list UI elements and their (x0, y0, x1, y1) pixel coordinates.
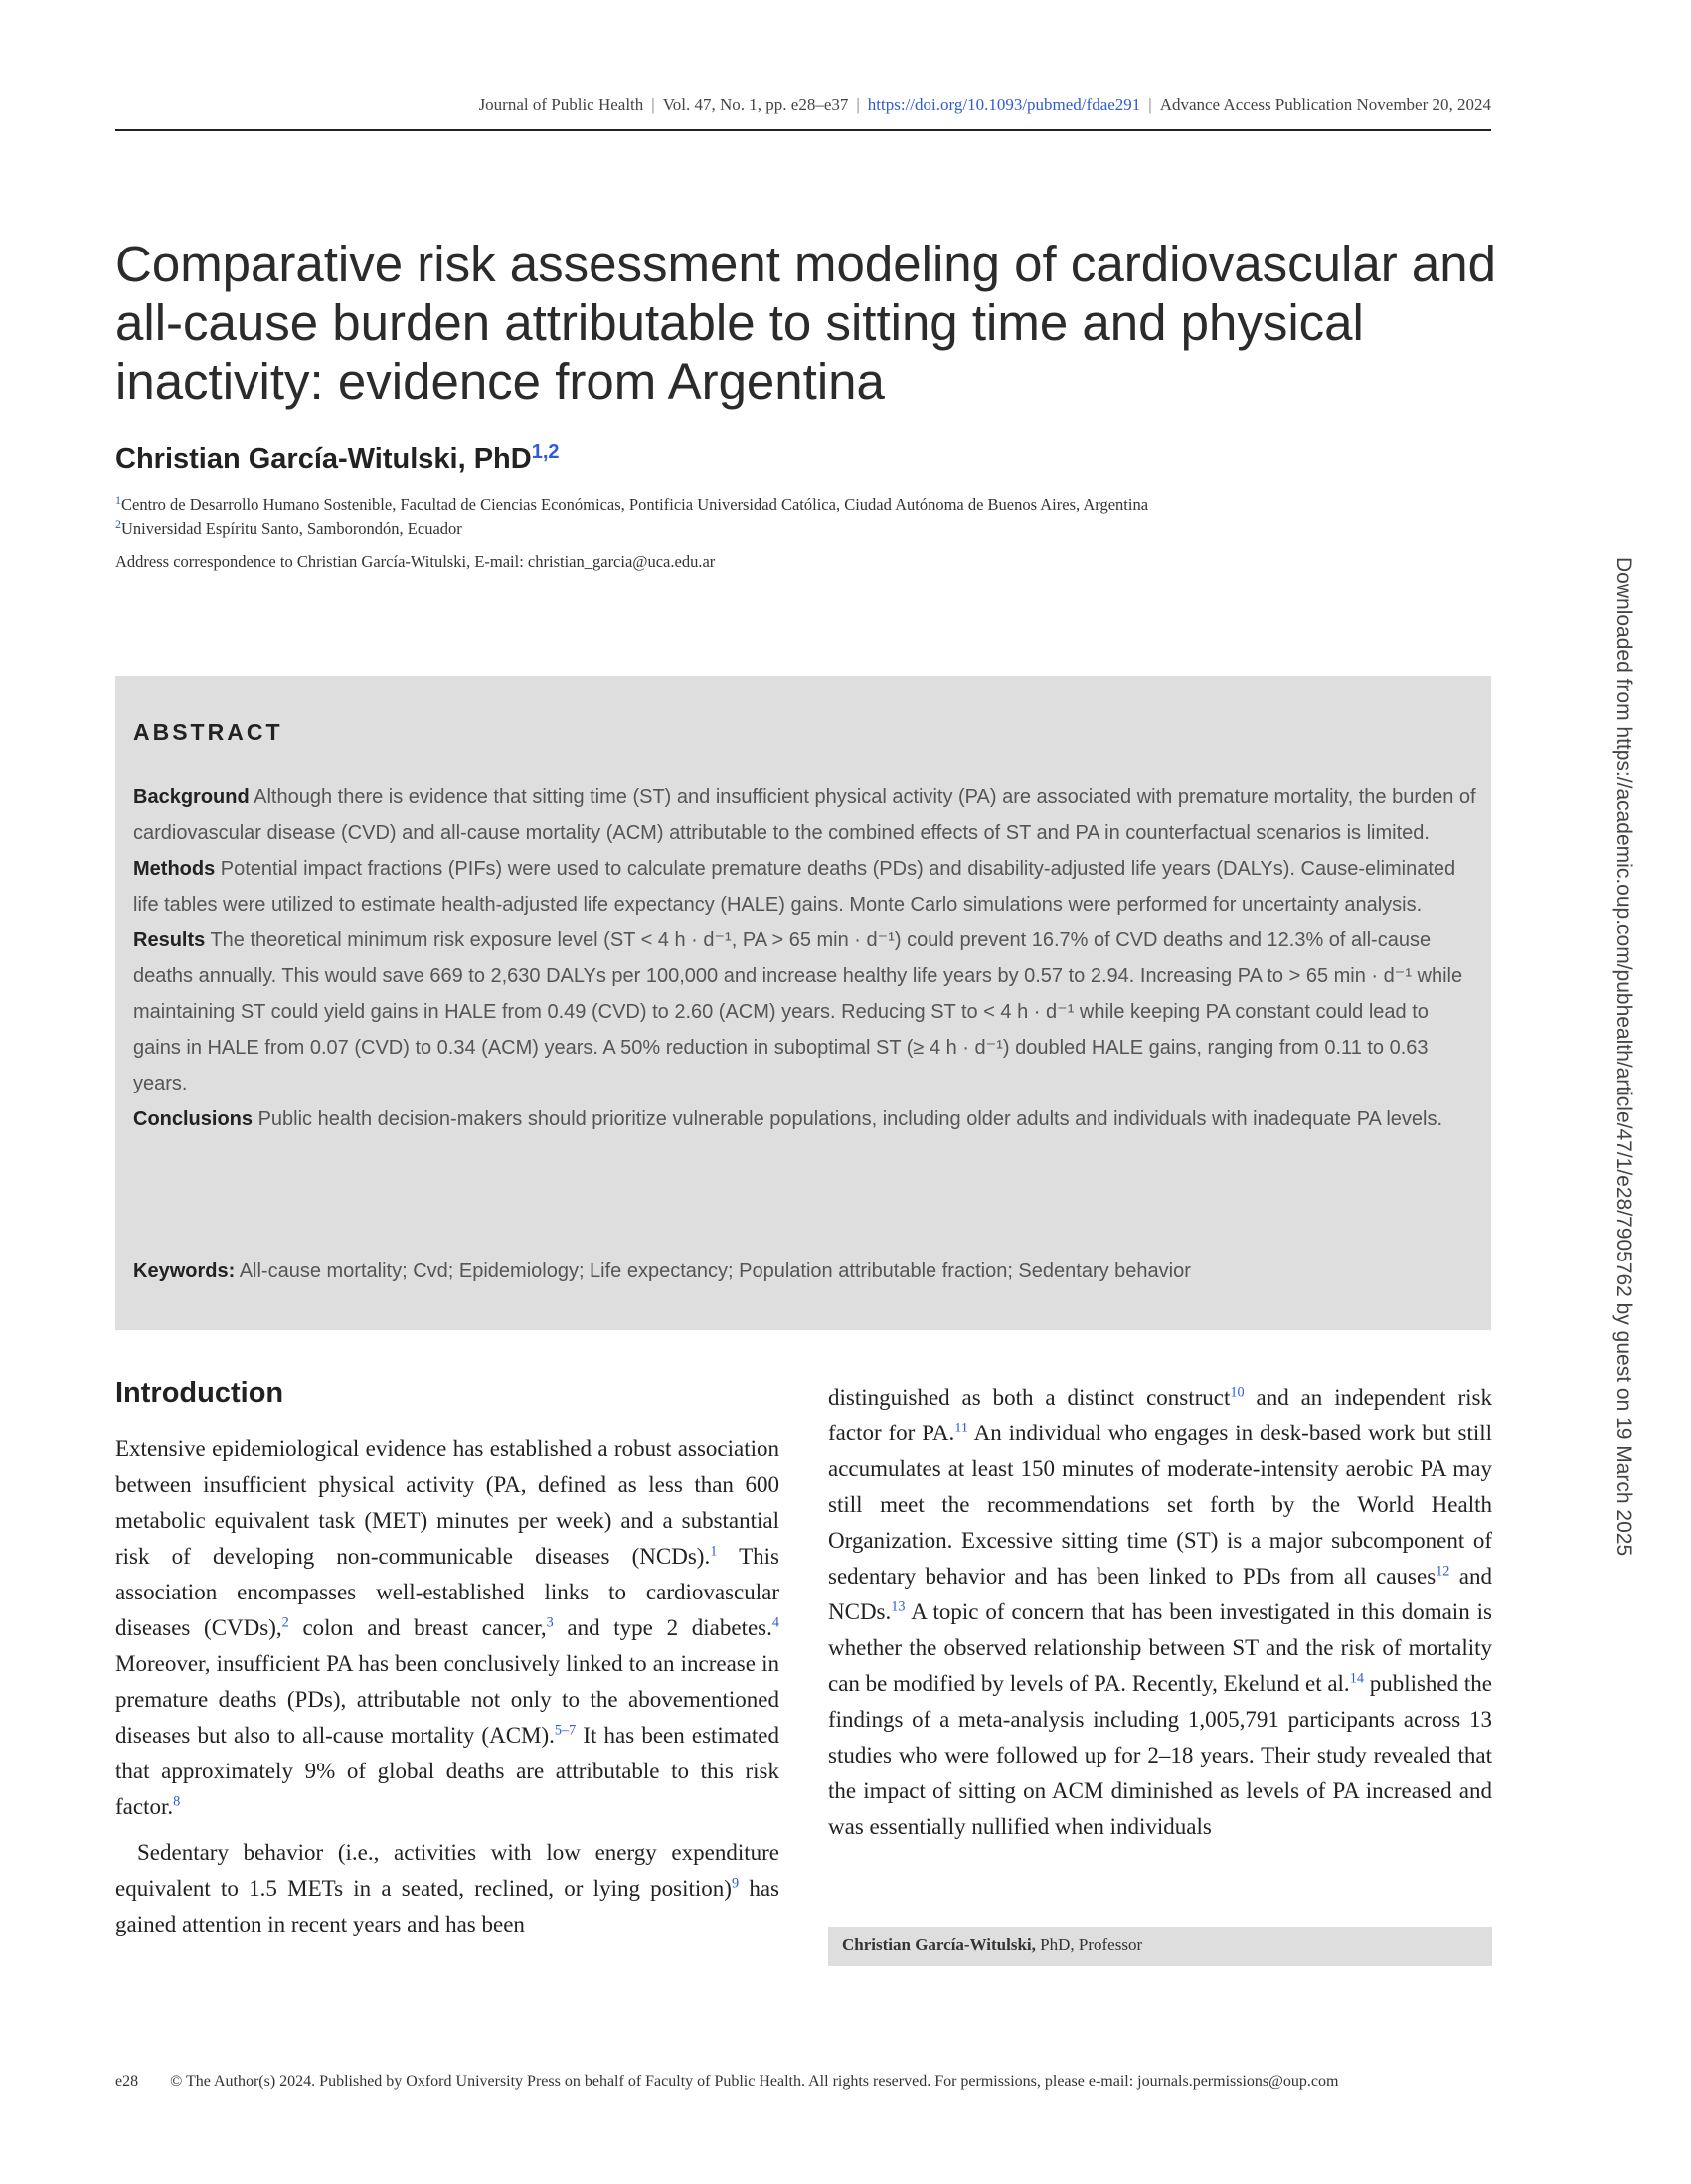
running-header: Journal of Public Health | Vol. 47, No. 1, pp. e28–e37 | https://doi.org/10.1093/pubmed/fdae291 | Advance Access Publication November 20, 2024 (478, 95, 1491, 114)
author-name: Christian García-Witulski, PhD$^{1,2}$ (115, 441, 560, 475)
citation-link[interactable]: 1 (710, 1543, 718, 1560)
intro-paragraph-2: Sedentary behavior (i.e., activities with low energy expenditure equivalent to 1.5 METs in a seated, reclined, or lying position)$^9$ has gained attention in recent years and has been (115, 1840, 779, 1936)
author-info-text: Christian García-Witulski, PhD, Professor (842, 1935, 1143, 1954)
citation-link[interactable]: 8 (173, 1793, 181, 1810)
affiliation-1: $^1$Centro de Desarrollo Humano Sostenible, Facultad de Ciencias Económicas, Pontificia Universidad Católica, Ciudad Autónoma de Buenos Aires, Argentina (115, 493, 1149, 514)
abstract-methods: Methods Potential impact fractions (PIFs) were used to calculate premature deaths (PDs) and disability-adjusted life years (DALYs). Cause-eliminated life tables were utilized to estimate health-adjusted life expectancy (HALE) gains. Monte Carlo simulations were performed for uncertainty analysis. (133, 858, 1456, 916)
body-column-right (828, 1380, 1492, 1845)
intro-paragraph-3: distinguished as both a distinct construct$^{10}$ and an independent risk factor for PA.$^{11}$ An individual who engages in desk-based work but still accumulates at least 150 minutes of moderate-intensity aerobic PA may still meet the recommendations set forth by the World Health Organization. Excessive sitting time (ST) is a major subcomponent of sedentary behavior and has been linked to PDs from all causes$^{12}$ and NCDs.$^{13}$ A topic of concern that has been investigated in this domain is whether the observed relationship between ST and the risk of mortality can be modified by levels of PA. Recently, Ekelund et al.$^{14}$ published the findings of a meta-analysis including 1,005,791 participants across 13 studies who were followed up for 2–18 years. Their study revealed that the impact of sitting on ACM diminished as levels of PA increased and was essentially nullified when individuals (828, 1384, 1493, 1839)
citation-link[interactable]: 13 (891, 1598, 906, 1615)
citation-link[interactable]: 9 (731, 1875, 740, 1892)
page-footer (115, 2073, 1491, 2091)
abstract-results: Results The theoretical minimum risk exposure level (ST < 4 h · d⁻¹, PA > 65 min · d⁻¹) could prevent 16.7% of CVD deaths and 12.3% of all-cause deaths annually. This would save 669 to 2,630 DALYs per 100,000 and increase healthy life years by 0.57 to 2.94. Increasing PA to > 65 min · d⁻¹ while maintaining ST could yield gains in HALE from 0.49 (CVD) to 2.60 (ACM) years. Reducing ST to < 4 h · d⁻¹ while keeping PA constant could lead to gains in HALE from 0.07 (CVD) to 0.34 (ACM) years. A 50% reduction in suboptimal ST (≥ 4 h · d⁻¹) doubled HALE gains, ranging from 0.11 to 0.63 years. (133, 929, 1463, 1094)
publication-date: Advance Access Publication November 20, 2024 (1159, 95, 1491, 114)
abstract-conclusions: Conclusions Public health decision-makers should prioritize vulnerable populations, including older adults and individuals with inadequate PA levels. (133, 1108, 1443, 1130)
download-watermark: Downloaded from https://academic.oup.com/pubhealth/article/47/1/e28/7905762 by guest on 19 March 2025 (1612, 557, 1635, 1557)
intro-paragraph-1: Extensive epidemiological evidence has established a robust association between insufficient physical activity (PA, defined as less than 600 metabolic equivalent task (MET) minutes per week) and a substantial risk of developing non-communicable diseases (NCDs).$^1$ This association encompasses well-established links to cardiovascular diseases (CVDs),$^2$ colon and breast cancer,$^3$ and type 2 diabetes.$^4$ Moreover, insufficient PA has been conclusively linked to an increase in premature deaths (PDs), attributable not only to the abovementioned diseases but also to all-cause mortality (ACM).$^{5-7}$ It has been estimated that approximately 9% of global deaths are attributable to this risk factor.$^8$ (115, 1436, 779, 1819)
citation-link[interactable]: 12 (1436, 1563, 1450, 1580)
abstract-background: Background Although there is evidence that sitting time (ST) and insufficient physical activity (PA) are associated with premature mortality, the burden of cardiovascular disease (CVD) and all-cause mortality (ACM) attributable to the combined effects of ST and PA in counterfactual scenarios is limited. (133, 786, 1476, 844)
citation-link[interactable]: 10 (1230, 1384, 1245, 1401)
correspondence-address: Address correspondence to Christian García-Witulski, E-mail: christian_garcia@uca.edu.ar (115, 552, 716, 571)
doi-link[interactable]: https://doi.org/10.1093/pubmed/fdae291 (867, 95, 1141, 114)
affiliation-refs[interactable]: 1,2 (531, 441, 560, 463)
header-rule (115, 129, 1491, 131)
citation-link[interactable]: 4 (771, 1614, 779, 1631)
citation-link[interactable]: 2 (281, 1614, 289, 1631)
affiliation-2: $^2$Universidad Espíritu Santo, Samborondón, Ecuador (115, 517, 462, 538)
section-heading-introduction: Introduction (115, 1377, 284, 1409)
keywords: Keywords: All-cause mortality; Cvd; Epidemiology; Life expectancy; Population attributable fraction; Sedentary behavior (133, 1260, 1191, 1282)
page-number: e28 (115, 2073, 139, 2090)
abstract-body (133, 779, 1477, 1137)
citation-link[interactable]: 11 (954, 1420, 968, 1436)
journal-name: Journal of Public Health (478, 95, 644, 114)
citation-link[interactable]: 3 (546, 1614, 554, 1631)
abstract-heading: ABSTRACT (133, 719, 283, 745)
citation-link[interactable]: 14 (1349, 1670, 1364, 1687)
citation-link[interactable]: 5–7 (554, 1722, 577, 1739)
body-column-left (115, 1431, 779, 1942)
copyright-notice: © The Author(s) 2024. Published by Oxford University Press on behalf of Faculty of Public Health. All rights reserved. For permissions, please e-mail: journals.permissions@oup.com (170, 2073, 1339, 2090)
article-title: Comparative risk assessment modeling of cardiovascular and all-cause burden attributable to sitting time and physical inactivity: evidence from Argentina (115, 236, 1496, 410)
volume-info: Vol. 47, No. 1, pp. e28–e37 (662, 95, 849, 114)
